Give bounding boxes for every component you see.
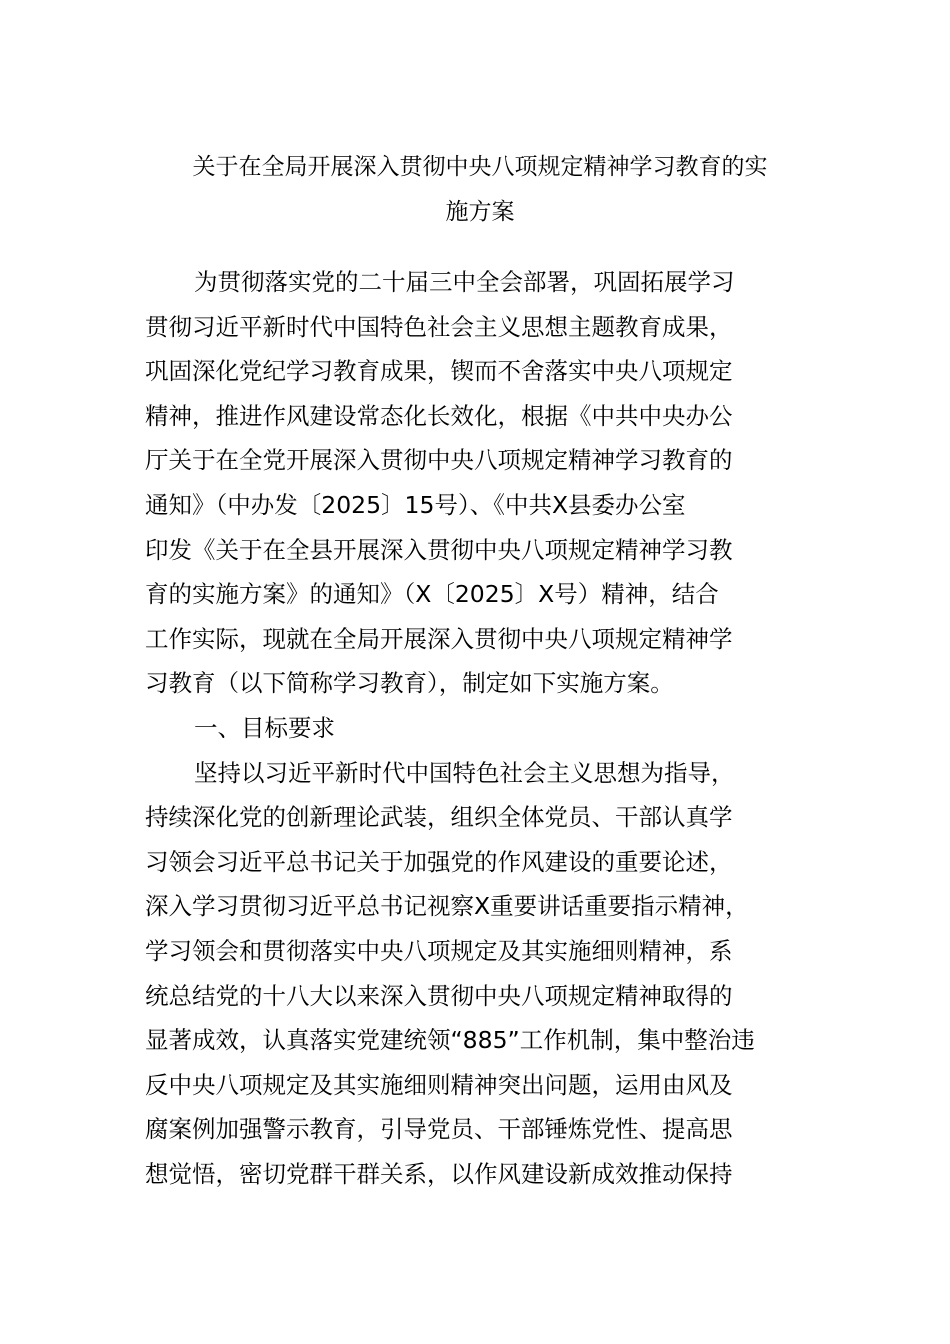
text-line: 腐案例加强警示教育，引导党员、干部锤炼党性、提高思 — [145, 1115, 733, 1144]
text-line: 反中央八项规定及其实施细则精神突出问题，运用由风及 — [145, 1070, 733, 1099]
text-line: 学习领会和贯彻落实中央八项规定及其实施细则精神，系 — [145, 936, 733, 965]
paragraph-goals — [145, 751, 755, 1197]
text-line: 统总结党的十八大以来深入贯彻中央八项规定精神取得的 — [145, 981, 733, 1010]
text-line: 持续深化党的创新理论武装，组织全体党员、干部认真学 — [145, 803, 733, 832]
document-title — [140, 145, 820, 235]
paragraph-intro — [145, 260, 755, 706]
title-line: 关于在全局开展深入贯彻中央八项规定精神学习教育的实 — [192, 154, 768, 180]
text-line: 习教育（以下简称学习教育），制定如下实施方案。 — [145, 669, 674, 698]
text-line: 坚持以习近平新时代中国特色社会主义思想为指导， — [194, 758, 735, 787]
text-line: 巩固深化党纪学习教育成果，锲而不舍落实中央八项规定 — [145, 357, 733, 386]
text-line: 深入学习贯彻习近平总书记视察X重要讲话重要指示精神， — [145, 892, 749, 921]
text-line: 想觉悟，密切党群干群关系，以作风建设新成效推动保持 — [145, 1159, 733, 1188]
document-body — [145, 260, 755, 1196]
text-line: 厅关于在全党开展深入贯彻中央八项规定精神学习教育的 — [145, 446, 733, 475]
text-line: 工作实际，现就在全局开展深入贯彻中央八项规定精神学 — [145, 624, 733, 653]
text-line: 通知》（中办发〔2025〕15号）、《中共X县委办公室 — [145, 490, 686, 519]
text-line: 显著成效，认真落实党建统领“885”工作机制，集中整治违 — [145, 1026, 755, 1055]
text-line: 为贯彻落实党的二十届三中全会部署，巩固拓展学习 — [194, 268, 735, 296]
text-line: 贯彻习近平新时代中国特色社会主义思想主题教育成果， — [145, 312, 733, 341]
text-line: 习领会习近平总书记关于加强党的作风建设的重要论述， — [145, 847, 733, 876]
text-line: 育的实施方案》的通知》（X〔2025〕X号）精神，结合 — [145, 580, 719, 609]
text-line: 精神，推进作风建设常态化长效化，根据《中共中央办公 — [145, 401, 733, 430]
title-line: 施方案 — [445, 199, 515, 225]
text-line: 印发《关于在全县开展深入贯彻中央八项规定精神学习教 — [145, 535, 733, 564]
section-heading: 一、目标要求 — [194, 713, 335, 742]
